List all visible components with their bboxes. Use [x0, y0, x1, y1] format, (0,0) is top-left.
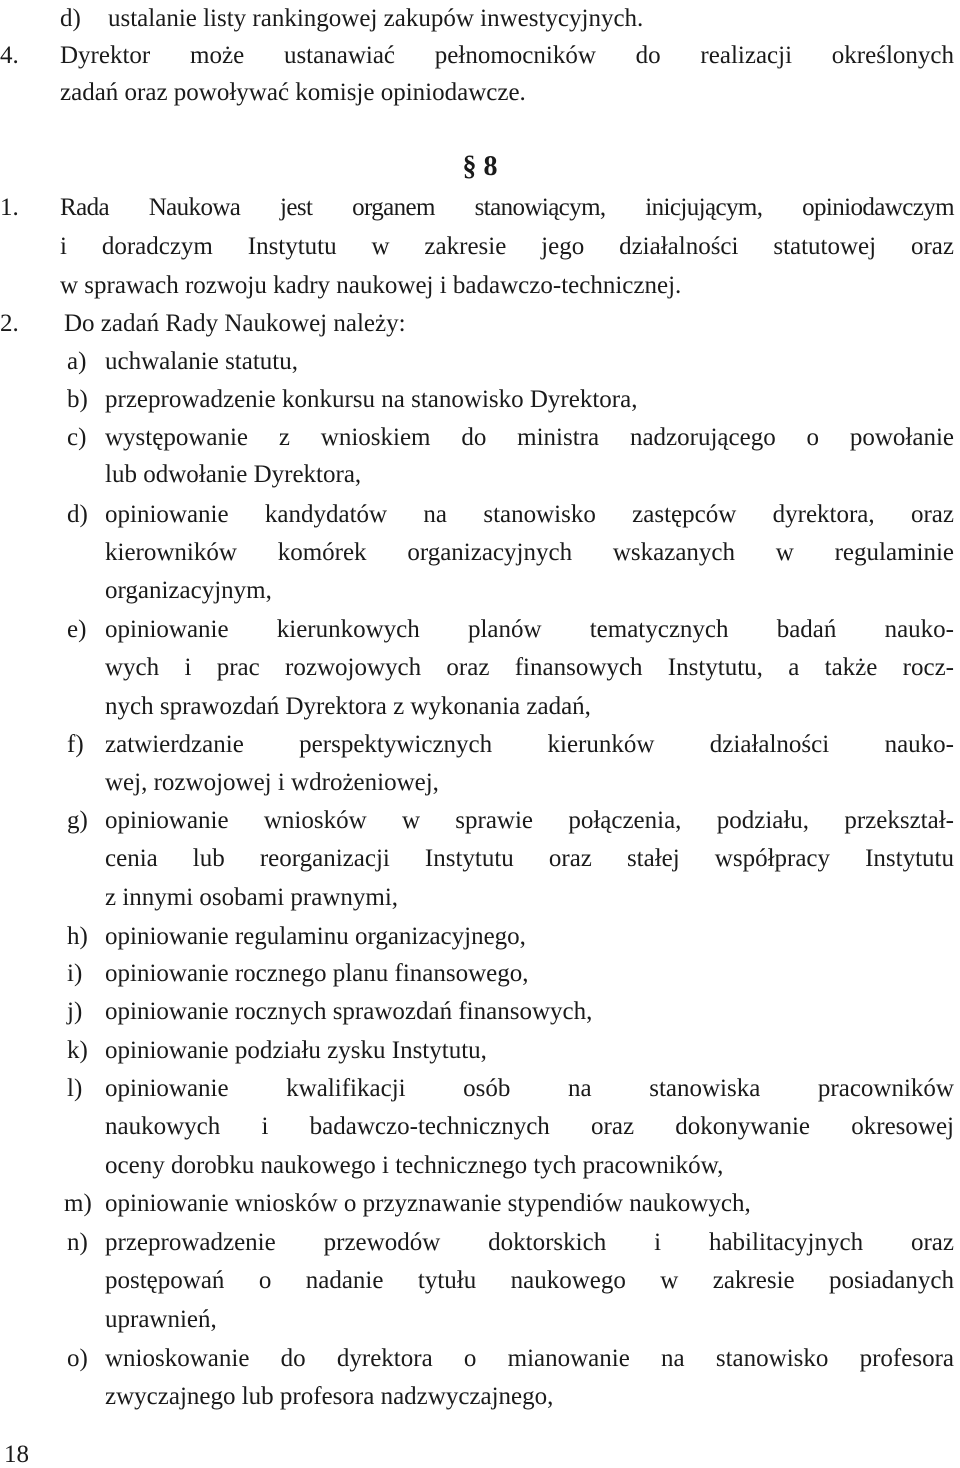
item-label-a: a)	[67, 348, 87, 375]
item-text-h-line-1: opiniowanie regulaminu organizacyjnego,	[105, 923, 526, 950]
page-number: 18	[4, 1441, 29, 1468]
item-text-n-line-2: postępowań o nadanie tytułu naukowego w zakresie posiadanych	[105, 1267, 954, 1294]
item-label-l: l)	[67, 1075, 83, 1102]
item-text-d-top: ustalanie listy rankingowej zakupów inwestycyjnych.	[108, 5, 644, 32]
item-text-k-line-1: opiniowanie podziału zysku Instytutu,	[105, 1037, 487, 1064]
item-text-l-line-2: naukowych i badawczo-technicznych oraz dokonywanie okresowej	[105, 1113, 954, 1140]
item-text-l-line-3: oceny dorobku naukowego i technicznego tych pracowników,	[105, 1152, 724, 1179]
item-label-b: b)	[67, 386, 88, 413]
item-text-e-line-1: opiniowanie kierunkowych planów tematycznych badań nauko-	[105, 616, 954, 643]
paragraph-4-line-2: zadań oraz powoływać komisje opiniodawcze.	[60, 79, 526, 106]
item-label-k: k)	[67, 1037, 88, 1064]
item-text-b-line-1: przeprowadzenie konkursu na stanowisko Dyrektora,	[105, 386, 638, 413]
paragraph-4-line-1: Dyrektor może ustanawiać pełnomocników do realizacji określonych	[60, 42, 954, 69]
item-text-a-line-1: uchwalanie statutu,	[105, 348, 298, 375]
item-text-g-line-2: cenia lub reorganizacji Instytutu oraz stałej współpracy Instytutu	[105, 845, 954, 872]
item-text-j-line-1: opiniowanie rocznych sprawozdań finansowych,	[105, 998, 593, 1025]
item-label-n: n)	[67, 1229, 88, 1256]
item-text-o-line-2: zwyczajnego lub profesora nadzwyczajnego,	[105, 1383, 554, 1410]
item-text-o-line-1: wnioskowanie do dyrektora o mianowanie na stanowisko profesora	[105, 1345, 954, 1372]
item-label-f: f)	[67, 731, 84, 758]
item-label-i: i)	[67, 960, 83, 987]
item-text-d-line-3: organizacyjnym,	[105, 577, 272, 604]
item-text-d-line-2: kierowników komórek organizacyjnych wskazanych w regulaminie	[105, 539, 954, 566]
item-label-o: o)	[67, 1345, 88, 1372]
item-text-m-line-1: opiniowanie wniosków o przyznawanie stypendiów naukowych,	[105, 1190, 751, 1217]
item-text-l-line-1: opiniowanie kwalifikacji osób na stanowiska pracowników	[105, 1075, 954, 1102]
paragraph-2-intro: Do zadań Rady Naukowej należy:	[64, 310, 406, 337]
item-label-m: m)	[64, 1190, 92, 1217]
item-text-g-line-3: z innymi osobami prawnymi,	[105, 884, 399, 911]
item-label-d: d)	[67, 501, 88, 528]
item-label-d-top: d)	[60, 5, 81, 32]
paragraph-number-2: 2.	[0, 310, 19, 337]
item-label-g: g)	[67, 807, 88, 834]
item-text-c-line-2: lub odwołanie Dyrektora,	[105, 461, 362, 488]
paragraph-1-line-3: w sprawach rozwoju kadry naukowej i badawczo-technicznej.	[60, 272, 682, 299]
item-label-j: j)	[67, 998, 83, 1025]
item-text-g-line-1: opiniowanie wniosków w sprawie połączenia, podziału, przekształ-	[105, 807, 954, 834]
item-label-e: e)	[67, 616, 87, 643]
item-text-e-line-2: wych i prac rozwojowych oraz finansowych Instytutu, a także rocz-	[105, 654, 954, 681]
item-label-h: h)	[67, 923, 88, 950]
item-label-c: c)	[67, 424, 87, 451]
section-heading: § 8	[462, 151, 498, 182]
paragraph-1-line-2: i doradczym Instytutu w zakresie jego działalności statutowej oraz	[60, 233, 954, 260]
item-text-i-line-1: opiniowanie rocznego planu finansowego,	[105, 960, 529, 987]
item-text-f-line-1: zatwierdzanie perspektywicznych kierunków działalności nauko-	[105, 731, 954, 758]
item-text-n-line-1: przeprowadzenie przewodów doktorskich i habilitacyjnych oraz	[105, 1229, 954, 1256]
paragraph-number-4: 4.	[0, 42, 19, 69]
paragraph-1-line-1: Rada Naukowa jest organem stanowiącym, inicjującym, opiniodawczym	[60, 194, 954, 221]
paragraph-number-1: 1.	[0, 194, 19, 221]
item-text-n-line-3: uprawnień,	[105, 1306, 217, 1333]
item-text-f-line-2: wej, rozwojowej i wdrożeniowej,	[105, 769, 439, 796]
item-text-c-line-1: występowanie z wnioskiem do ministra nadzorującego o powołanie	[105, 424, 954, 451]
item-text-d-line-1: opiniowanie kandydatów na stanowisko zastępców dyrektora, oraz	[105, 501, 954, 528]
item-text-e-line-3: nych sprawozdań Dyrektora z wykonania zadań,	[105, 693, 591, 720]
